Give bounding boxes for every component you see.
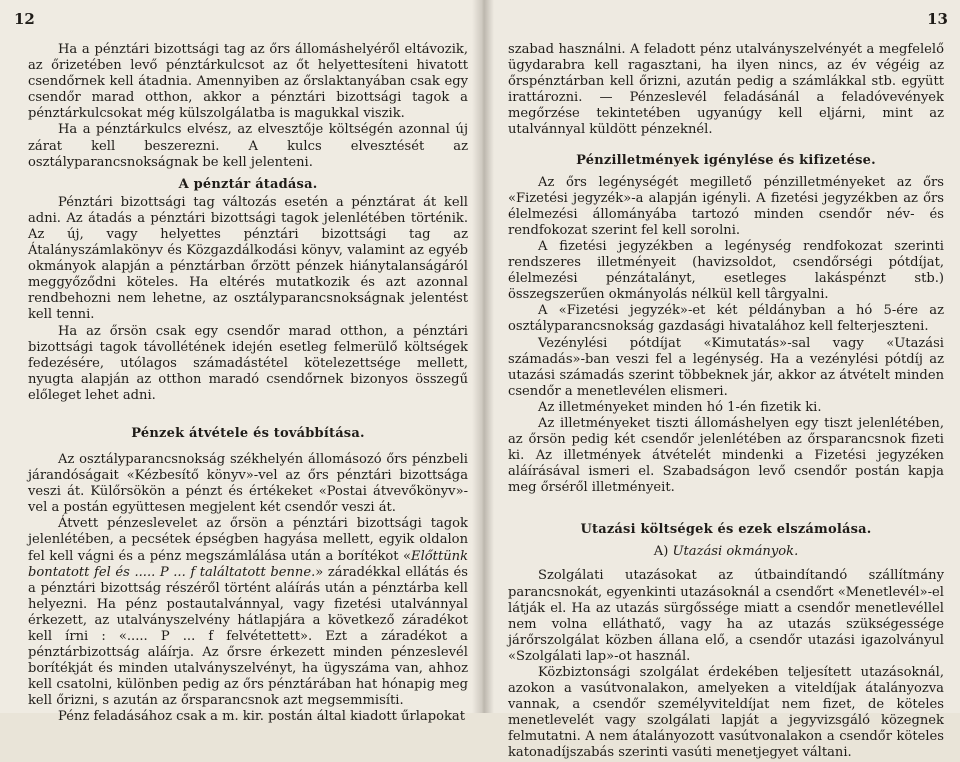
paragraph: A «Fizetési jegyzék»-et két példányban a hó 5-ére az osztályparancsnokság gazdasági hivatalához kell felterjeszteni. bbox=[508, 303, 944, 335]
subsection-heading bbox=[508, 544, 944, 560]
section-heading: Pénzek átvétele és továbbítása. bbox=[131, 425, 365, 441]
section-heading: Utazási költségek és ezek elszámolása. bbox=[580, 522, 872, 538]
paragraph: Vezénylési pótdíjat «Kimutatás»-sal vagy «Utazási számadás»-ban veszi fel a legénység. Ha a vezénylési pótdíj az utazási számadás szerint többeknek jár, akkor az átvételt minden csendőr a menetlevélen elismeri. bbox=[508, 335, 944, 399]
paragraph: Az osztályparancsnokság székhelyén állomásozó őrs pénzbeli járandóságait «Kézbesítő könyv»-vel az őrs pénztári bizottsága veszi át. Külőrsökön a pénzt és értékeket «Postai átvevőkönyv»-vel a postán együttesen megjelent két csendőr veszi át. bbox=[28, 451, 468, 516]
subsection-prefix: A) bbox=[653, 544, 669, 560]
paragraph: Pénztári bizottsági tag változás esetén a pénztárat át kell adni. Az átadás a pénztári bizottsági tagok jelenlétében történik. Az új, vagy helyettes pénztári bizottsági tag az Átalányszámlakönyv és Közgazdálkodási könyv, valamint az egyéb okmányok alapján a pénztárban őrzött pénzek hiánytalanságáról meggyőződni köteles. Ha eltérés mutatkozik és azt azonnal rendbehozni nem lehetne, az osztályparancsnokságnak jelentést kell tenni. bbox=[28, 194, 468, 323]
left-page-text bbox=[28, 42, 468, 726]
page-number: 12 bbox=[14, 10, 35, 28]
paragraph-text: Átvett pénzeslevelet az őrsön a pénztári bizottsági tagok jelenlétében, a pecsétek épségben hagyása mellett, egyik oldalon fel kell vágni és a pénz megszámlálása után a borítékot « bbox=[28, 516, 468, 564]
subsection-title: Utazási okmányok. bbox=[672, 544, 799, 560]
paragraph: szabad használni. A feladott pénz utalványszelvényét a megfelelő ügydarabra kell ragasztani, ha ilyen nincs, az év végéig az őrspénztárban kell őrizni, azután pedig a számlákkal stb. együtt irattározni. — Pénzeslevél feladásánál a feladóvevények megőrzése tekintetében ugyanúgy kell eljárni, mint az utalvánnyal küldött pénzeknél. bbox=[508, 42, 944, 138]
paragraph: Pénz feladásához csak a m. kir. postán által kiadott űrlapokat bbox=[58, 709, 465, 725]
paragraph: Közbiztonsági szolgálat érdekében teljesített utazásoknál, azokon a vasútvonalakon, amelyeken a viteldíjak átalányozva vannak, a csendőr személyviteldíjat nem fizet, de köteles menetlevelét vagy szolgálati lapját a jegyvizsgáló közegnek felmutatni. A nem átalányozott vasútvonalakon a csendőr köteles katonadíjszabás szerinti vasúti menetjegyet váltani. bbox=[508, 665, 944, 761]
paragraph bbox=[28, 516, 468, 709]
paragraph: A fizetési jegyzékben a legénység rendfokozat szerinti rendszeres illetményeit (havizsoldot, csendőrségi pótdíjat, élelmezési pénzátalányt, esetleges lakáspénzt stb.) összegszerűen okmányolás nélkül kell târgyalni. bbox=[508, 238, 944, 303]
section-heading: A pénztár átadása. bbox=[178, 176, 318, 192]
paragraph: Az őrs legénységét megillető pénzilletményeket az őrs «Fizetési jegyzék»-a alapján igényli. A fizetési jegyzékben az őrs élelmezési állományába tartozó minden csendőr név- és rendfokozat szerint fel kell sorolni. bbox=[508, 174, 944, 238]
paragraph: Az illetményeket minden hó 1-én fizetik ki. bbox=[538, 399, 822, 415]
section-heading: Pénzilletmények igénylése és kifizetése. bbox=[576, 152, 876, 168]
paragraph: Ha a pénztári bizottsági tag az őrs állomáshelyéről eltávozik, az őrizetében levő pénztárkulcsot az őt helyettesíteni hivatott csendőrnek kell átadnia. Amennyiben az őrslaktanyában csak egy csendőr marad otthon, akkor a pénztári bizottsági tagok a pénztárkulcsokat még külszolgálatba is magukkal viszik. bbox=[28, 42, 468, 122]
paragraph: Szolgálati utazásokat az útbaindítandó szállítmány parancsnokát, egyenkinti utazásoknál a csendőrt «Menetlevél»-el látják el. Ha az utazás sürgőssége miatt a csendőr menetlevéllel nem volna elláthatő, vagy ha az utazás szükségessége járőrszolgálat közben állana elő, a csendőr utazási igazolványul «Szolgálati lap»-ot használ. bbox=[508, 568, 944, 664]
paragraph: Az illetményeket tiszti állomáshelyen egy tiszt jelenlétében, az őrsön pedig két csendőr jelenlétében az őrsparancsnok fizeti ki. Az illetmények átvételét mindenki a Fizetési jegyzéken aláírásával ismeri el. Szabadságon levő csendőr postán kapja meg őrséről illetményeit. bbox=[508, 415, 944, 496]
right-page bbox=[482, 0, 960, 761]
page-number: 13 bbox=[927, 10, 948, 28]
paragraph: Ha a pénztárkulcs elvész, az elvesztője költségén azonnal új zárat kell beszerezni. A kulcs elvesztését az osztályparancsnokságnak be kell jelenteni. bbox=[28, 122, 468, 170]
left-page bbox=[0, 0, 482, 725]
paragraph-text: » záradékkal ellátás és a pénztári bizottság részéről történt aláírás után a pénztárba kell helyezni. Ha pénz postautalvánnyal, vagy fizetési utalvánnyal érkezett, az utalványszelvény hátlapjára a következő záradékot kell írni : «..... P ... f felvétettett». Ezt a záradékot a pénztárbizottság aláírja. Az őrsre érkezett minden pénzeslevél borítékját és minden utalványszelvényt, ha ügyszáma van, ahhoz kell csatolni, különben pedig az őrs pénztárában hat hónapig meg kell őrizni, s azután az őrsparancsnok azt megsemmisíti. bbox=[28, 564, 468, 709]
right-page-text bbox=[508, 42, 944, 762]
paragraph: Ha az őrsön csak egy csendőr marad otthon, a pénztári bizottsági tagok távollétének idején esetleg felmerülő költségek fedezésére, utólagos számadástétel kötelezettsége mellett, nyugta alapján az otthon maradó csendőrnek bizonyos összegű előleget lehet adni. bbox=[28, 323, 468, 403]
paragraph-italic-text: Előttünk bontatott fel és ..... P ... f találtatott benne. bbox=[28, 548, 468, 580]
